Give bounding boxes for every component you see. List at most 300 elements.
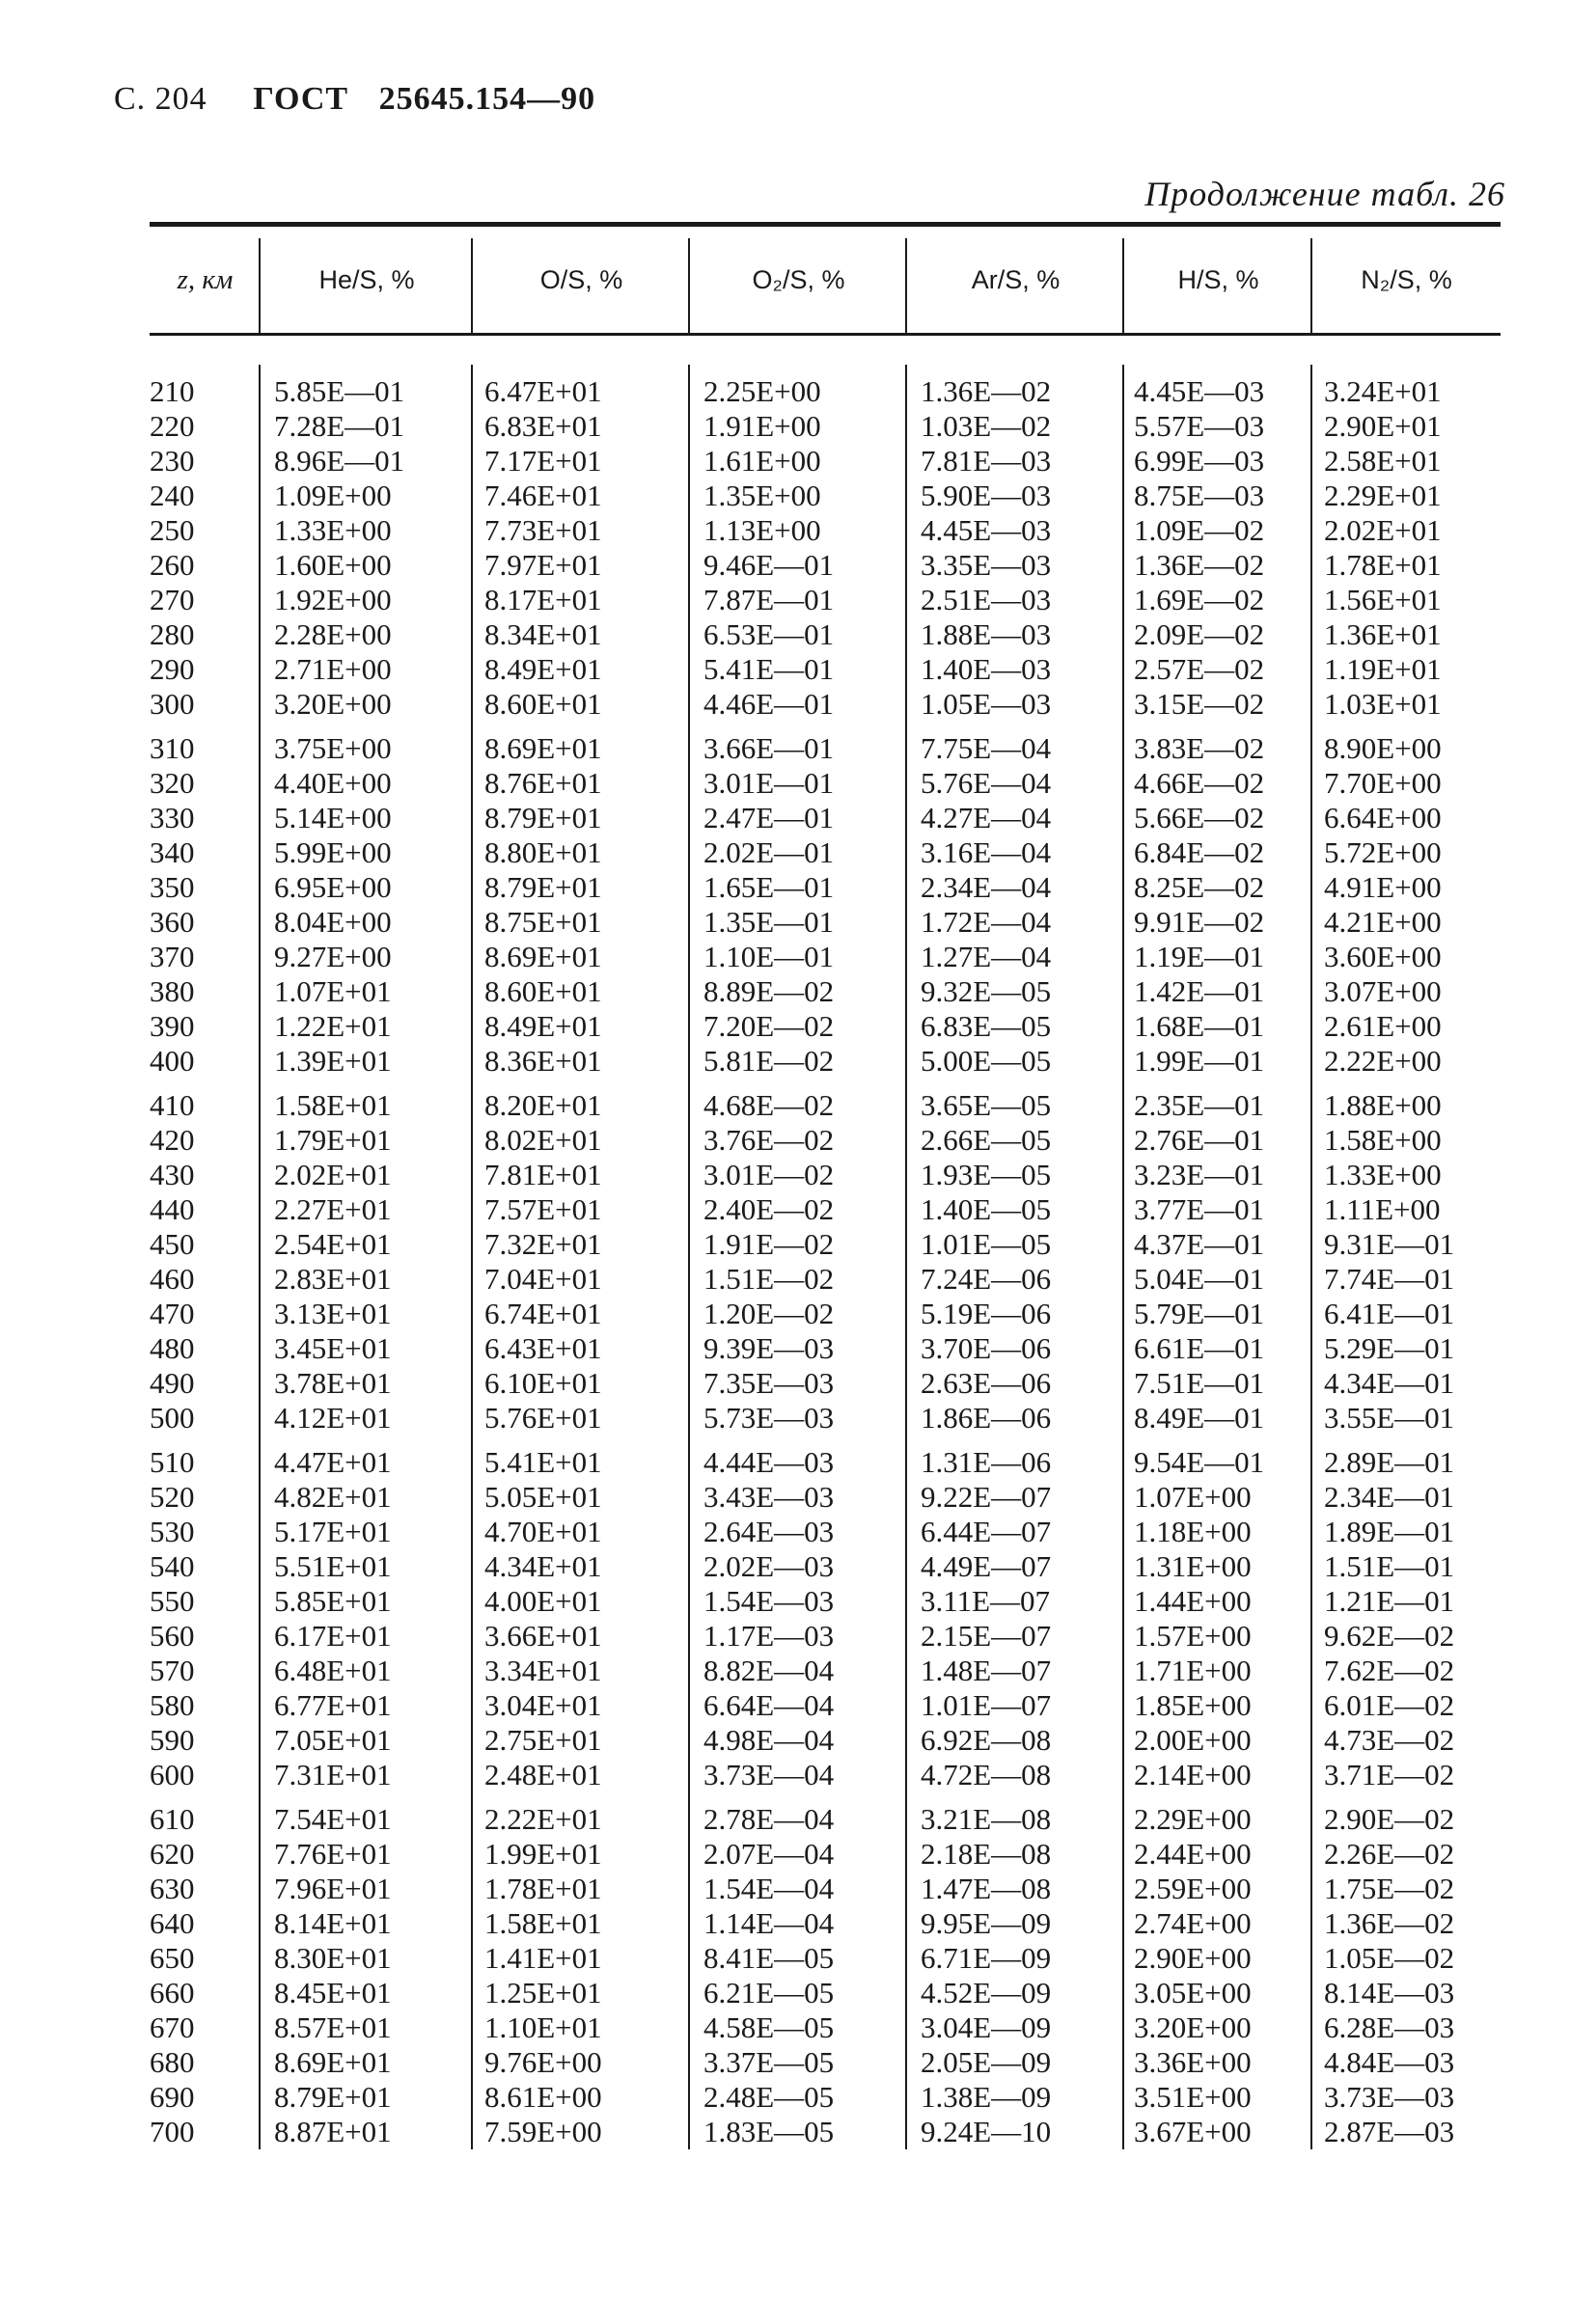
value-cell: 6.01E—02: [1324, 1688, 1455, 1722]
value-cell: 1.27E—04: [921, 940, 1052, 973]
value-cell: 5.51E+01: [274, 1549, 392, 1583]
value-cell: 5.81E—02: [703, 1044, 835, 1078]
value-cell: 1.65E—01: [703, 870, 835, 904]
value-cell: 1.69E—02: [1134, 583, 1265, 616]
altitude-cell: 600: [150, 1758, 195, 1791]
value-cell: 1.57E+00: [1134, 1619, 1252, 1653]
value-cell: 1.41E+01: [484, 1941, 602, 1975]
value-cell: 7.76E+01: [274, 1837, 392, 1871]
value-cell: 3.23E—01: [1134, 1158, 1265, 1191]
value-cell: 2.28E+00: [274, 617, 392, 651]
column-header-0: [150, 227, 261, 333]
altitude-cell: 380: [150, 974, 195, 1008]
table-row: [150, 1976, 1501, 2010]
value-cell: 7.35E—03: [703, 1366, 835, 1400]
value-cell: 7.70E+00: [1324, 766, 1442, 800]
table-row: [150, 1262, 1501, 1297]
value-cell: 8.60E+01: [484, 974, 602, 1008]
value-cell: 5.66E—02: [1134, 801, 1265, 834]
value-cell: 2.90E+00: [1134, 1941, 1252, 1975]
value-cell: 1.09E—02: [1134, 513, 1265, 547]
row-group: [150, 731, 1501, 1079]
value-cell: 2.64E—03: [703, 1515, 835, 1548]
value-cell: 3.60E+00: [1324, 940, 1442, 973]
value-cell: 1.21E—01: [1324, 1584, 1455, 1618]
value-cell: 8.90E+00: [1324, 731, 1442, 765]
column-header-label: H/S, %: [1177, 264, 1259, 294]
value-cell: 7.96E+01: [274, 1872, 392, 1905]
value-cell: 8.79E+01: [484, 870, 602, 904]
column-header-3: [690, 227, 907, 333]
value-cell: 4.34E—01: [1324, 1366, 1455, 1400]
value-cell: 3.51E+00: [1134, 2080, 1252, 2114]
value-cell: 8.87E+01: [274, 2115, 392, 2148]
column-header-4: [907, 227, 1124, 333]
value-cell: 4.49E—07: [921, 1549, 1052, 1583]
column-header-label: O₂/S, %: [752, 264, 845, 294]
value-cell: 6.64E+00: [1324, 801, 1442, 834]
value-cell: 6.99E—03: [1134, 444, 1265, 478]
value-cell: 4.40E+00: [274, 766, 392, 800]
page-number: С. 204: [114, 81, 207, 117]
altitude-cell: 350: [150, 870, 195, 904]
value-cell: 3.73E—03: [1324, 2080, 1455, 2114]
value-cell: 7.87E—01: [703, 583, 835, 616]
value-cell: 2.05E—09: [921, 2045, 1052, 2079]
table-row: [150, 1158, 1501, 1192]
value-cell: 5.76E+01: [484, 1401, 602, 1435]
value-cell: 2.34E—01: [1324, 1480, 1455, 1514]
column-header-6: [1312, 227, 1501, 333]
value-cell: 4.66E—02: [1134, 766, 1265, 800]
value-cell: 3.37E—05: [703, 2045, 835, 2079]
value-cell: 7.75E—04: [921, 731, 1052, 765]
table-row: [150, 687, 1501, 722]
value-cell: 1.17E—03: [703, 1619, 835, 1653]
value-cell: 1.36E—02: [1134, 548, 1265, 582]
value-cell: 1.48E—07: [921, 1654, 1052, 1687]
value-cell: 2.02E+01: [274, 1158, 392, 1191]
altitude-cell: 620: [150, 1837, 195, 1871]
altitude-cell: 230: [150, 444, 195, 478]
altitude-cell: 550: [150, 1584, 195, 1618]
row-group: [150, 1445, 1501, 1792]
table-row: [150, 905, 1501, 940]
value-cell: 1.78E+01: [484, 1872, 602, 1905]
value-cell: 3.77E—01: [1134, 1192, 1265, 1226]
value-cell: 1.88E+00: [1324, 1088, 1442, 1122]
value-cell: 1.58E+01: [484, 1906, 602, 1940]
column-header-label: O/S, %: [539, 264, 623, 294]
value-cell: 1.10E—01: [703, 940, 835, 973]
table-row: [150, 444, 1501, 478]
value-cell: 8.96E—01: [274, 444, 405, 478]
value-cell: 1.19E—01: [1134, 940, 1265, 973]
value-cell: 2.29E+01: [1324, 478, 1442, 512]
value-cell: 4.27E—04: [921, 801, 1052, 834]
value-cell: 1.39E+01: [274, 1044, 392, 1078]
value-cell: 1.01E—05: [921, 1227, 1052, 1261]
value-cell: 6.41E—01: [1324, 1297, 1455, 1330]
value-cell: 7.32E+01: [484, 1227, 602, 1261]
value-cell: 6.83E—05: [921, 1009, 1052, 1043]
value-cell: 7.24E—06: [921, 1262, 1052, 1296]
value-cell: 1.10E+01: [484, 2010, 602, 2044]
table-row: [150, 409, 1501, 444]
value-cell: 7.51E—01: [1134, 1366, 1265, 1400]
value-cell: 2.54E+01: [274, 1227, 392, 1261]
value-cell: 6.83E+01: [484, 409, 602, 443]
value-cell: 2.57E—02: [1134, 652, 1265, 686]
value-cell: 1.31E+00: [1134, 1549, 1252, 1583]
value-cell: 3.70E—06: [921, 1331, 1052, 1365]
altitude-cell: 410: [150, 1088, 195, 1122]
value-cell: 8.49E+01: [484, 652, 602, 686]
value-cell: 3.76E—02: [703, 1123, 835, 1157]
value-cell: 6.44E—07: [921, 1515, 1052, 1548]
value-cell: 2.58E+01: [1324, 444, 1442, 478]
value-cell: 6.84E—02: [1134, 835, 1265, 869]
value-cell: 6.47E+01: [484, 374, 602, 408]
value-cell: 3.67E+00: [1134, 2115, 1252, 2148]
column-header-5: [1124, 227, 1312, 333]
value-cell: 3.34E+01: [484, 1654, 602, 1687]
row-group: [150, 374, 1501, 722]
altitude-cell: 240: [150, 478, 195, 512]
value-cell: 1.35E+00: [703, 478, 821, 512]
value-cell: 3.05E+00: [1134, 1976, 1252, 2010]
value-cell: 8.82E—04: [703, 1654, 835, 1687]
value-cell: 8.80E+01: [484, 835, 602, 869]
value-cell: 3.73E—04: [703, 1758, 835, 1791]
value-cell: 2.78E—04: [703, 1802, 835, 1836]
altitude-cell: 640: [150, 1906, 195, 1940]
value-cell: 1.89E—01: [1324, 1515, 1455, 1548]
value-cell: 6.21E—05: [703, 1976, 835, 2010]
body-column-divider: [688, 365, 690, 2149]
value-cell: 1.71E+00: [1134, 1654, 1252, 1687]
value-cell: 1.58E+00: [1324, 1123, 1442, 1157]
altitude-cell: 540: [150, 1549, 195, 1583]
altitude-cell: 590: [150, 1723, 195, 1757]
value-cell: 1.56E+01: [1324, 583, 1442, 616]
value-cell: 2.90E—02: [1324, 1802, 1455, 1836]
altitude-cell: 260: [150, 548, 195, 582]
value-cell: 3.20E+00: [1134, 2010, 1252, 2044]
value-cell: 4.72E—08: [921, 1758, 1052, 1791]
altitude-cell: 520: [150, 1480, 195, 1514]
altitude-cell: 460: [150, 1262, 195, 1296]
value-cell: 3.21E—08: [921, 1802, 1052, 1836]
value-cell: 9.76E+00: [484, 2045, 602, 2079]
value-cell: 1.14E—04: [703, 1906, 835, 1940]
value-cell: 8.61E+00: [484, 2080, 602, 2114]
value-cell: 1.83E—05: [703, 2115, 835, 2148]
value-cell: 5.73E—03: [703, 1401, 835, 1435]
value-cell: 7.81E—03: [921, 444, 1052, 478]
column-header-label: N₂/S, %: [1361, 264, 1452, 294]
value-cell: 1.22E+01: [274, 1009, 392, 1043]
value-cell: 3.11E—07: [921, 1584, 1051, 1618]
value-cell: 1.44E+00: [1134, 1584, 1252, 1618]
table-row: [150, 1723, 1501, 1758]
value-cell: 6.61E—01: [1134, 1331, 1265, 1365]
value-cell: 8.14E—03: [1324, 1976, 1455, 2010]
value-cell: 2.34E—04: [921, 870, 1052, 904]
body-column-divider: [1310, 365, 1312, 2149]
value-cell: 6.64E—04: [703, 1688, 835, 1722]
value-cell: 7.73E+01: [484, 513, 602, 547]
value-cell: 2.83E+01: [274, 1262, 392, 1296]
value-cell: 9.95E—09: [921, 1906, 1052, 1940]
table-row: [150, 1906, 1501, 1941]
value-cell: 3.78E+01: [274, 1366, 392, 1400]
altitude-cell: 450: [150, 1227, 195, 1261]
value-cell: 9.39E—03: [703, 1331, 835, 1365]
value-cell: 4.82E+01: [274, 1480, 392, 1514]
altitude-cell: 580: [150, 1688, 195, 1722]
table-row: [150, 731, 1501, 766]
altitude-cell: 660: [150, 1976, 195, 2010]
table-row: [150, 1480, 1501, 1515]
value-cell: 8.79E+01: [274, 2080, 392, 2114]
value-cell: 3.36E+00: [1134, 2045, 1252, 2079]
altitude-cell: 630: [150, 1872, 195, 1905]
value-cell: 9.31E—01: [1324, 1227, 1455, 1261]
table-row: [150, 1802, 1501, 1837]
table-continued-label: Продолжение табл. 26: [1144, 175, 1505, 213]
value-cell: 4.70E+01: [484, 1515, 602, 1548]
value-cell: 9.22E—07: [921, 1480, 1052, 1514]
table-row: [150, 1758, 1501, 1792]
value-cell: 1.31E—06: [921, 1445, 1052, 1479]
value-cell: 4.44E—03: [703, 1445, 835, 1479]
value-cell: 6.71E—09: [921, 1941, 1052, 1975]
value-cell: 5.19E—06: [921, 1297, 1052, 1330]
value-cell: 1.79E+01: [274, 1123, 392, 1157]
value-cell: 2.87E—03: [1324, 2115, 1455, 2148]
value-cell: 2.63E—06: [921, 1366, 1052, 1400]
value-cell: 5.41E+01: [484, 1445, 602, 1479]
altitude-cell: 560: [150, 1619, 195, 1653]
value-cell: 2.59E+00: [1134, 1872, 1252, 1905]
column-header-label: z, км: [177, 263, 234, 295]
value-cell: 9.27E+00: [274, 940, 392, 973]
altitude-cell: 360: [150, 905, 195, 939]
value-cell: 8.57E+01: [274, 2010, 392, 2044]
value-cell: 8.75E+01: [484, 905, 602, 939]
value-cell: 9.54E—01: [1134, 1445, 1265, 1479]
value-cell: 3.71E—02: [1324, 1758, 1455, 1791]
value-cell: 4.12E+01: [274, 1401, 392, 1435]
value-cell: 1.01E—07: [921, 1688, 1052, 1722]
altitude-cell: 270: [150, 583, 195, 616]
table-row: [150, 1837, 1501, 1872]
value-cell: 8.14E+01: [274, 1906, 392, 1940]
value-cell: 8.49E+01: [484, 1009, 602, 1043]
value-cell: 1.35E—01: [703, 905, 835, 939]
value-cell: 4.52E—09: [921, 1976, 1052, 2010]
value-cell: 5.04E—01: [1134, 1262, 1265, 1296]
value-cell: 2.74E+00: [1134, 1906, 1252, 1940]
table-row: [150, 835, 1501, 870]
altitude-cell: 500: [150, 1401, 195, 1435]
altitude-cell: 400: [150, 1044, 195, 1078]
table-row: [150, 1044, 1501, 1079]
value-cell: 7.46E+01: [484, 478, 602, 512]
value-cell: 3.55E—01: [1324, 1401, 1455, 1435]
value-cell: 1.18E+00: [1134, 1515, 1252, 1548]
page-header: [114, 81, 595, 118]
value-cell: 8.60E+01: [484, 687, 602, 721]
value-cell: 3.45E+01: [274, 1331, 392, 1365]
value-cell: 1.58E+01: [274, 1088, 392, 1122]
value-cell: 2.40E—02: [703, 1192, 835, 1226]
value-cell: 5.72E+00: [1324, 835, 1442, 869]
column-header-1: [261, 227, 473, 333]
table-row: [150, 583, 1501, 617]
value-cell: 3.07E+00: [1324, 974, 1442, 1008]
value-cell: 1.19E+01: [1324, 652, 1442, 686]
value-cell: 1.07E+01: [274, 974, 392, 1008]
value-cell: 1.13E+00: [703, 513, 821, 547]
value-cell: 8.34E+01: [484, 617, 602, 651]
column-header-label: He/S, %: [318, 264, 415, 294]
value-cell: 9.24E—10: [921, 2115, 1052, 2148]
value-cell: 6.48E+01: [274, 1654, 392, 1687]
value-cell: 1.05E—02: [1324, 1941, 1455, 1975]
value-cell: 6.17E+01: [274, 1619, 392, 1653]
value-cell: 4.00E+01: [484, 1584, 602, 1618]
table-row: [150, 2045, 1501, 2080]
altitude-cell: 210: [150, 374, 195, 408]
data-table: [150, 222, 1501, 2159]
table-row: [150, 1941, 1501, 1976]
value-cell: 7.28E—01: [274, 409, 405, 443]
altitude-cell: 300: [150, 687, 195, 721]
value-cell: 8.69E+01: [484, 731, 602, 765]
value-cell: 8.17E+01: [484, 583, 602, 616]
value-cell: 2.44E+00: [1134, 1837, 1252, 1871]
value-cell: 5.76E—04: [921, 766, 1052, 800]
body-column-divider: [471, 365, 473, 2149]
table-row: [150, 1009, 1501, 1044]
table-row: [150, 1584, 1501, 1619]
value-cell: 3.04E—09: [921, 2010, 1052, 2044]
table-row: [150, 374, 1501, 409]
value-cell: 3.65E—05: [921, 1088, 1052, 1122]
value-cell: 7.31E+01: [274, 1758, 392, 1791]
value-cell: 4.46E—01: [703, 687, 835, 721]
value-cell: 2.18E—08: [921, 1837, 1052, 1871]
value-cell: 1.54E—04: [703, 1872, 835, 1905]
value-cell: 7.74E—01: [1324, 1262, 1455, 1296]
value-cell: 2.00E+00: [1134, 1723, 1252, 1757]
value-cell: 1.40E—05: [921, 1192, 1052, 1226]
altitude-cell: 700: [150, 2115, 195, 2148]
value-cell: 7.54E+01: [274, 1802, 392, 1836]
altitude-cell: 370: [150, 940, 195, 973]
value-cell: 1.36E—02: [1324, 1906, 1455, 1940]
table-row: [150, 513, 1501, 548]
value-cell: 2.89E—01: [1324, 1445, 1455, 1479]
altitude-cell: 570: [150, 1654, 195, 1687]
altitude-cell: 220: [150, 409, 195, 443]
value-cell: 2.02E—01: [703, 835, 835, 869]
value-cell: 4.84E—03: [1324, 2045, 1455, 2079]
value-cell: 4.47E+01: [274, 1445, 392, 1479]
body-column-divider: [1122, 365, 1124, 2149]
value-cell: 1.92E+00: [274, 583, 392, 616]
value-cell: 3.35E—03: [921, 548, 1052, 582]
value-cell: 6.10E+01: [484, 1366, 602, 1400]
value-cell: 1.93E—05: [921, 1158, 1052, 1191]
altitude-cell: 320: [150, 766, 195, 800]
altitude-cell: 390: [150, 1009, 195, 1043]
altitude-cell: 670: [150, 2010, 195, 2044]
value-cell: 4.45E—03: [1134, 374, 1265, 408]
value-cell: 5.05E+01: [484, 1480, 602, 1514]
value-cell: 1.07E+00: [1134, 1480, 1252, 1514]
value-cell: 1.51E—01: [1324, 1549, 1455, 1583]
value-cell: 3.13E+01: [274, 1297, 392, 1330]
altitude-cell: 420: [150, 1123, 195, 1157]
table-row: [150, 478, 1501, 513]
value-cell: 6.28E—03: [1324, 2010, 1455, 2044]
value-cell: 6.74E+01: [484, 1297, 602, 1330]
table-row: [150, 548, 1501, 583]
value-cell: 1.33E+00: [274, 513, 392, 547]
value-cell: 1.99E—01: [1134, 1044, 1265, 1078]
value-cell: 1.61E+00: [703, 444, 821, 478]
body-column-divider: [905, 365, 907, 2149]
value-cell: 1.05E—03: [921, 687, 1052, 721]
row-group: [150, 1088, 1501, 1435]
row-group: [150, 1802, 1501, 2149]
value-cell: 8.20E+01: [484, 1088, 602, 1122]
value-cell: 8.79E+01: [484, 801, 602, 834]
value-cell: 9.91E—02: [1134, 905, 1265, 939]
value-cell: 2.90E+01: [1324, 409, 1442, 443]
altitude-cell: 280: [150, 617, 195, 651]
value-cell: 3.24E+01: [1324, 374, 1442, 408]
value-cell: 1.47E—08: [921, 1872, 1052, 1905]
value-cell: 5.14E+00: [274, 801, 392, 834]
value-cell: 7.59E+00: [484, 2115, 602, 2148]
body-column-divider: [259, 365, 261, 2149]
altitude-cell: 610: [150, 1802, 195, 1836]
altitude-cell: 250: [150, 513, 195, 547]
value-cell: 1.72E—04: [921, 905, 1052, 939]
value-cell: 3.75E+00: [274, 731, 392, 765]
altitude-cell: 470: [150, 1297, 195, 1330]
value-cell: 1.86E—06: [921, 1401, 1052, 1435]
value-cell: 1.78E+01: [1324, 548, 1442, 582]
value-cell: 2.48E—05: [703, 2080, 835, 2114]
value-cell: 7.20E—02: [703, 1009, 835, 1043]
altitude-cell: 680: [150, 2045, 195, 2079]
value-cell: 3.04E+01: [484, 1688, 602, 1722]
table-row: [150, 801, 1501, 835]
value-cell: 1.88E—03: [921, 617, 1052, 651]
value-cell: 1.20E—02: [703, 1297, 835, 1330]
altitude-cell: 510: [150, 1445, 195, 1479]
table-row: [150, 1088, 1501, 1123]
value-cell: 7.17E+01: [484, 444, 602, 478]
value-cell: 5.29E—01: [1324, 1331, 1455, 1365]
table-row: [150, 652, 1501, 687]
column-header-2: [473, 227, 690, 333]
